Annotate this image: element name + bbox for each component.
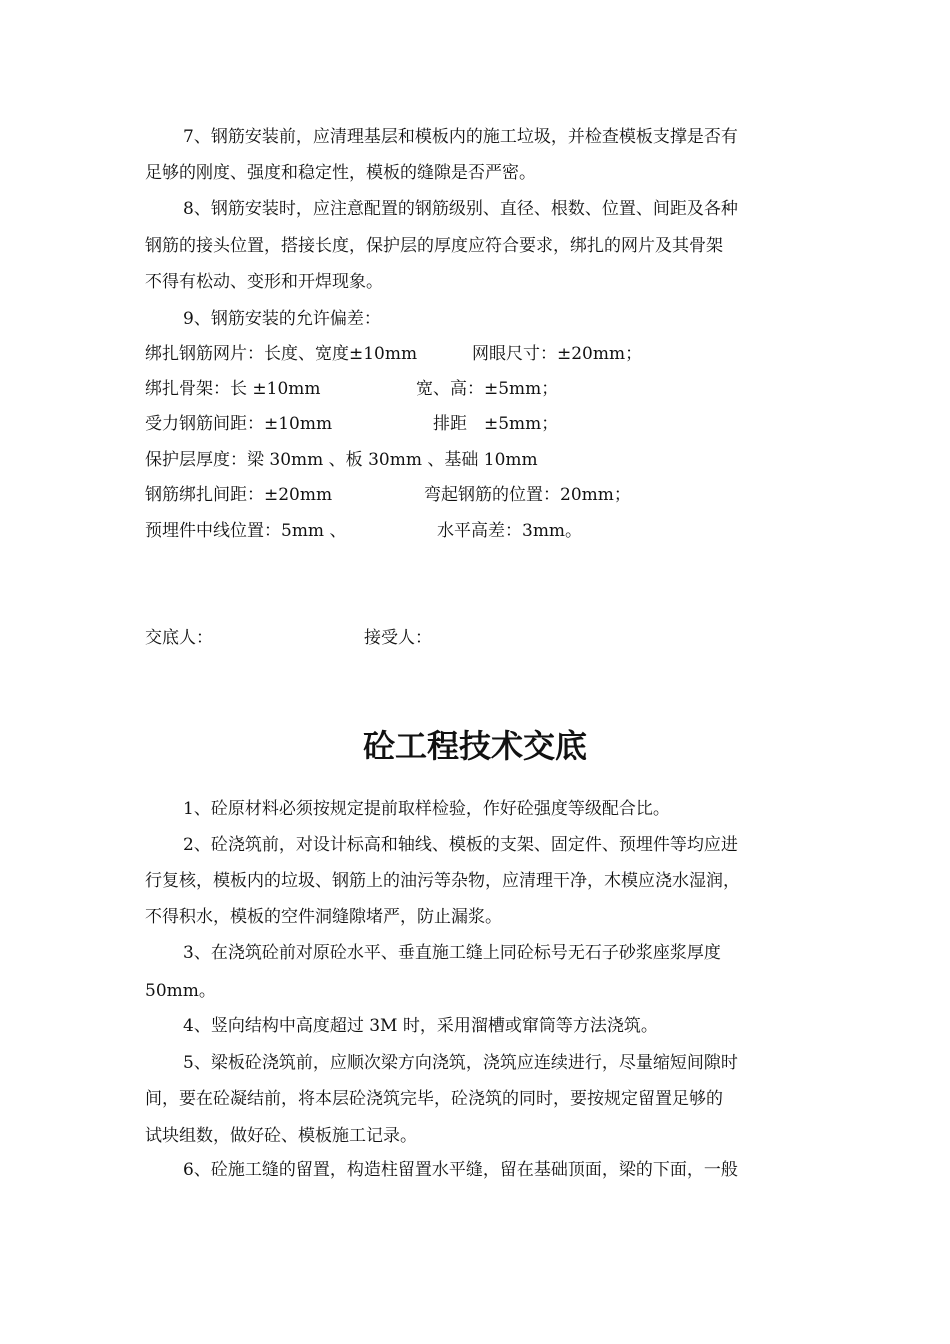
paragraph-8-line-1: 8、钢筋安装时，应注意配置的钢筋级别、直径、根数、位置、间距及各种: [183, 199, 738, 219]
tolerance-row-6-left: 预埋件中线位置：5mm 、: [145, 521, 347, 541]
tolerance-row-1-left: 绑扎钢筋网片：长度、宽度±10mm: [145, 344, 418, 364]
tolerance-row-3-right: 排距 ±5mm；: [433, 414, 559, 434]
concrete-paragraph-1: 1、砼原材料必须按规定提前取样检验，作好砼强度等级配合比。: [183, 799, 670, 819]
tolerance-row-1-right: 网眼尺寸：±20mm；: [472, 344, 643, 364]
receiver-person-label: 接受人：: [364, 628, 432, 648]
concrete-paragraph-2-line-1: 2、砼浇筑前，对设计标高和轴线、模板的支架、固定件、预埋件等均应进: [183, 835, 738, 855]
tolerance-row-5-left: 钢筋绑扎间距：±20mm: [145, 485, 333, 505]
paragraph-8-line-2: 钢筋的接头位置，搭接长度，保护层的厚度应符合要求，绑扎的网片及其骨架: [145, 236, 723, 256]
paragraph-9: 9、钢筋安装的允许偏差：: [183, 309, 381, 329]
concrete-paragraph-6-line-1: 6、砼施工缝的留置，构造柱留置水平缝，留在基础顶面，梁的下面，一般: [183, 1160, 738, 1180]
concrete-paragraph-2-line-2: 行复核，模板内的垃圾、钢筋上的油污等杂物，应清理干净，木模应浇水湿润，: [145, 871, 740, 891]
tolerance-row-2-right: 宽、高：±5mm；: [416, 379, 559, 399]
tolerance-row-6-right: 水平高差：3mm。: [437, 521, 583, 541]
paragraph-7-line-2: 足够的刚度、强度和稳定性，模板的缝隙是否严密。: [145, 163, 536, 183]
paragraph-8-line-3: 不得有松动、变形和开焊现象。: [145, 272, 383, 292]
tolerance-row-2-left: 绑扎骨架：长 ±10mm: [145, 379, 321, 399]
concrete-paragraph-3-line-1: 3、在浇筑砼前对原砼水平、垂直施工缝上同砼标号无石子砂浆座浆厚度: [183, 943, 721, 963]
paragraph-7-line-1: 7、钢筋安装前，应清理基层和模板内的施工垃圾，并检查模板支撑是否有: [183, 127, 738, 147]
section-title: 砼工程技术交底: [362, 727, 587, 765]
concrete-paragraph-2-line-3: 不得积水，模板的空件洞缝隙堵严，防止漏浆。: [145, 907, 502, 927]
tolerance-row-3-left: 受力钢筋间距：±10mm: [145, 414, 333, 434]
concrete-paragraph-5-line-3: 试块组数，做好砼、模板施工记录。: [145, 1126, 417, 1146]
tolerance-row-4-left: 保护层厚度：梁 30mm 、板 30mm 、基础 10mm: [145, 450, 538, 470]
tolerance-row-5-right: 弯起钢筋的位置：20mm；: [424, 485, 631, 505]
concrete-paragraph-5-line-2: 间，要在砼凝结前，将本层砼浇筑完毕，砼浇筑的同时，要按规定留置足够的: [145, 1089, 723, 1109]
concrete-paragraph-5-line-1: 5、梁板砼浇筑前，应顺次梁方向浇筑，浇筑应连续进行，尽量缩短间隙时: [183, 1053, 738, 1073]
concrete-paragraph-4: 4、竖向结构中高度超过 3M 时，采用溜槽或窜筒等方法浇筑。: [183, 1016, 658, 1036]
handover-person-label: 交底人：: [145, 628, 213, 648]
concrete-paragraph-3-line-2: 50mm。: [145, 981, 216, 1001]
